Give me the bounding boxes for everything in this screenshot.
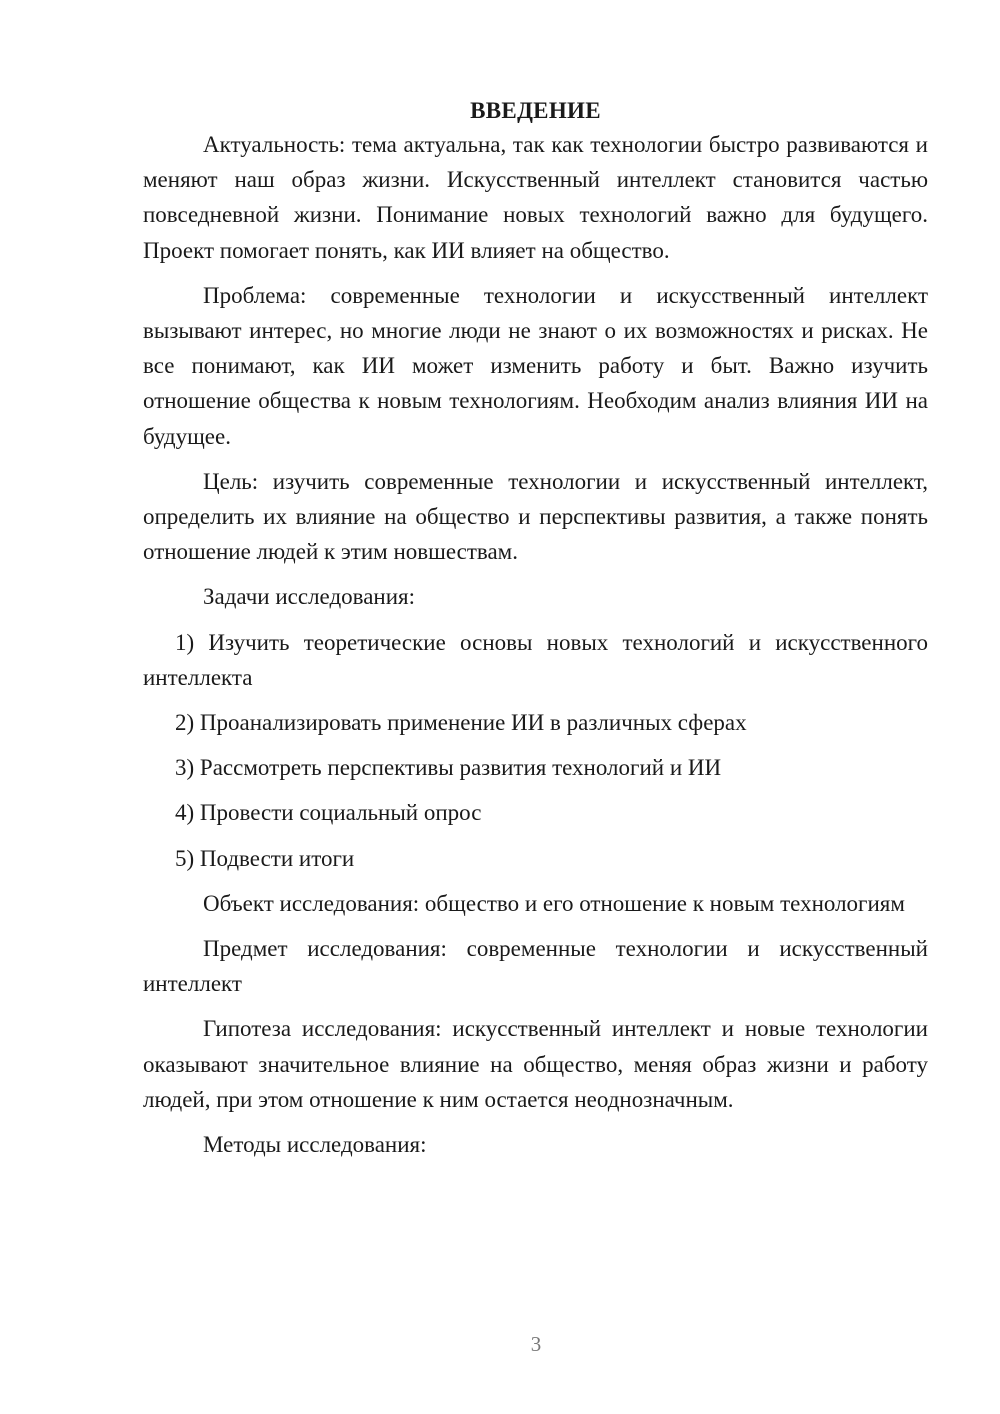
paragraph-relevance: Актуальность: тема актуальна, так как технологии быстро развиваются и меняют наш образ жизни. Искусственный интеллект становится частью повседневной жизни. Понимание новых технологий важно для будущего. Проект помогает понять, как ИИ влияет на общество. (143, 132, 928, 263)
section-title: ВВЕДЕНИЕ (470, 98, 601, 123)
task-item-1: 1) Изучить теоретические основы новых технологий и искусственного интеллекта (143, 629, 928, 690)
paragraph-object: Объект исследования: общество и его отношение к новым технологиям (203, 890, 905, 916)
task-item-3: 3) Рассмотреть перспективы развития технологий и ИИ (175, 755, 722, 781)
task-item-5: 5) Подвести итоги (175, 845, 355, 871)
task-item-2: 2) Проанализировать применение ИИ в различных сферах (175, 710, 747, 736)
page-number: 3 (530, 1332, 542, 1356)
paragraph-problem: Проблема: современные технологии и искусственный интеллект вызывают интерес, но многие люди не знают о их возможностях и рисках. Не все понимают, как ИИ может изменить работу и быт. Важно изучить отношение общества к новым технологиям. Необходим анализ влияния ИИ на будущее. (143, 282, 928, 449)
paragraph-hypothesis: Гипотеза исследования: искусственный интеллект и новые технологии оказывают значительное влияние на общество, меняя образ жизни и работу людей, при этом отношение к ним остается неоднозначным. (143, 1016, 928, 1112)
page-content (143, 95, 928, 1172)
paragraph-goal: Цель: изучить современные технологии и искусственный интеллект, определить их влияние на общество и перспективы развития, а также понять отношение людей к этим новшествам. (143, 468, 928, 565)
tasks-heading: Задачи исследования: (203, 584, 416, 610)
methods-heading: Методы исследования: (203, 1132, 427, 1158)
task-item-4: 4) Провести социальный опрос (175, 800, 482, 826)
paragraph-subject: Предмет исследования: современные технологии и искусственный интеллект (143, 936, 928, 997)
